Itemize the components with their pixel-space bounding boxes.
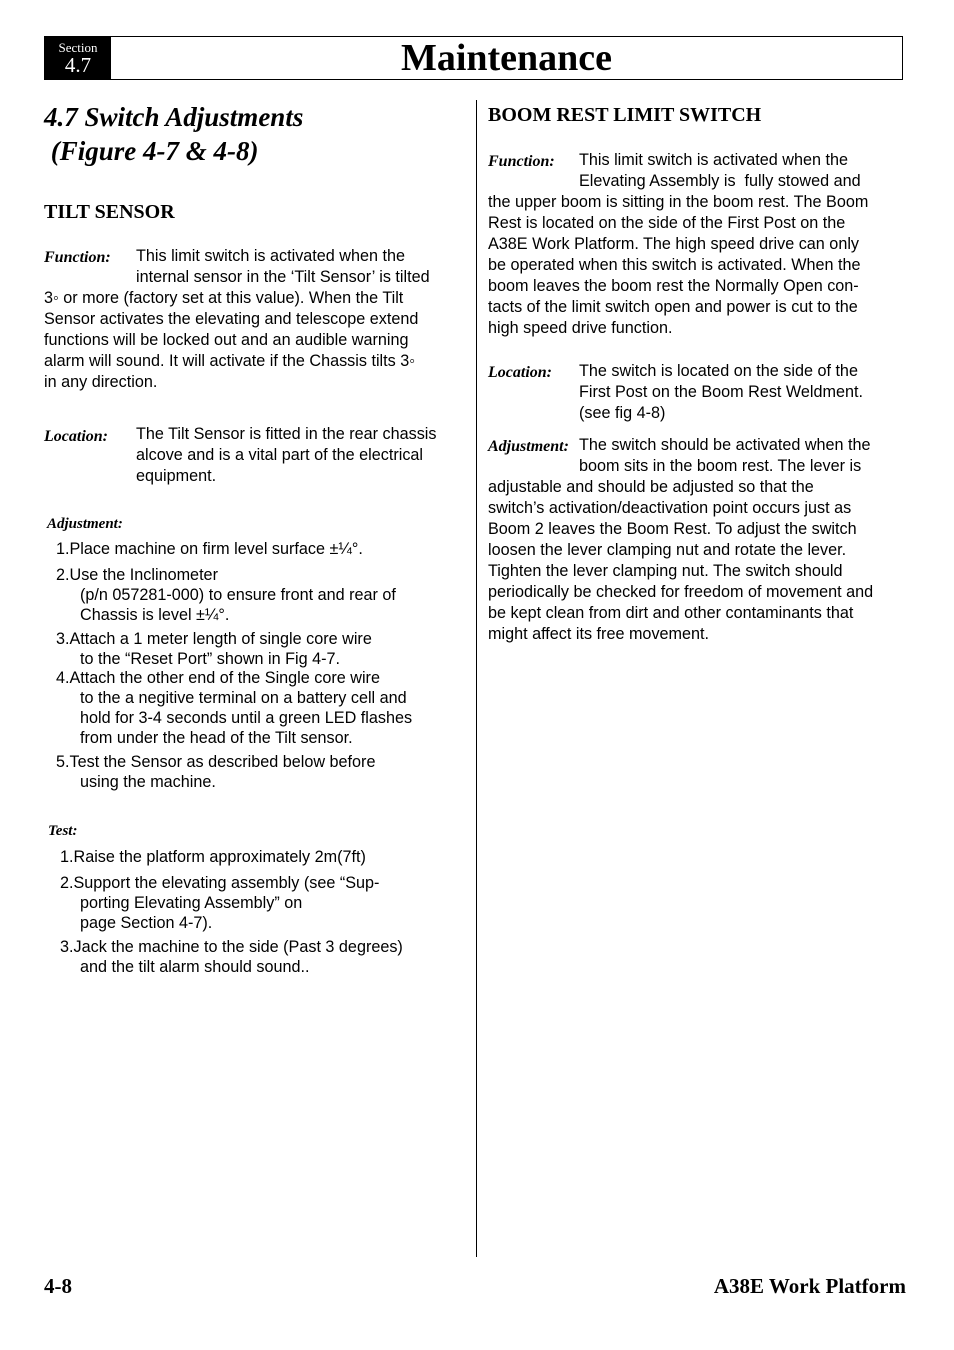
list-item-text: 1.Raise the platform approximately 2m(7ft) bbox=[60, 848, 366, 866]
section-title-line1: 4.7 Switch Adjustments bbox=[44, 102, 304, 132]
list-item-continuation: porting Elevating Assembly” on bbox=[80, 894, 303, 912]
section-title bbox=[44, 100, 464, 168]
boom-adjustment-label: Adjustment: bbox=[488, 438, 569, 455]
list-item-continuation: to the a negitive terminal on a battery cell and bbox=[80, 689, 407, 707]
list-item bbox=[56, 752, 375, 792]
list-item-text: 3.Jack the machine to the side (Past 3 degrees) bbox=[60, 938, 403, 956]
text-line: adjustable and should be adjusted so that the bbox=[488, 478, 814, 496]
tilt-location-text bbox=[44, 424, 470, 487]
tilt-location-label: Location: bbox=[44, 428, 108, 445]
tilt-sensor-heading: TILT SENSOR bbox=[44, 201, 175, 223]
tilt-function-label: Function: bbox=[44, 249, 111, 266]
section-badge bbox=[45, 37, 111, 79]
text-line: switch’s activation/deactivation point occurs just as bbox=[488, 499, 852, 517]
list-item bbox=[60, 847, 366, 867]
list-item-continuation: (p/n 057281-000) to ensure front and rear of bbox=[80, 586, 396, 604]
text-line: in any direction. bbox=[44, 373, 158, 391]
text-line: tacts of the limit switch open and power is cut to the bbox=[488, 298, 858, 316]
text-line: alcove and is a vital part of the electrical bbox=[136, 446, 424, 464]
text-line: equipment. bbox=[136, 467, 217, 485]
page-header bbox=[44, 36, 903, 80]
text-line: be kept clean from dirt and other contaminants that bbox=[488, 604, 854, 622]
column-divider bbox=[476, 100, 477, 1257]
tilt-function-text bbox=[44, 246, 470, 393]
text-line: Sensor activates the elevating and telescope extend bbox=[44, 310, 419, 328]
boom-location-text bbox=[488, 361, 908, 424]
text-line: A38E Work Platform. The high speed drive can only bbox=[488, 235, 860, 253]
boom-location-label: Location: bbox=[488, 364, 552, 381]
list-item-continuation: and the tilt alarm should sound.. bbox=[80, 958, 310, 976]
list-item-text: 3.Attach a 1 meter length of single core wire bbox=[56, 630, 372, 648]
boom-adjustment-text bbox=[488, 435, 908, 645]
list-item bbox=[60, 937, 403, 977]
text-line: 3◦ or more (factory set at this value). When the Tilt bbox=[44, 289, 404, 307]
list-item bbox=[56, 668, 412, 748]
text-line: This limit switch is activated when the bbox=[136, 247, 405, 265]
list-item bbox=[56, 629, 372, 669]
text-line: Tighten the lever clamping nut. The switch should bbox=[488, 562, 843, 580]
section-title-line2: (Figure 4-7 & 4-8) bbox=[44, 136, 259, 166]
list-item-continuation: Chassis is level ±¼°. bbox=[80, 606, 230, 624]
tilt-adjustment-label: Adjustment: bbox=[47, 516, 123, 532]
text-line: Rest is located on the side of the First Post on the bbox=[488, 214, 846, 232]
text-line: Boom 2 leaves the Boom Rest. To adjust the switch bbox=[488, 520, 857, 538]
text-line: periodically be checked for freedom of movement and bbox=[488, 583, 874, 601]
section-number: 4.7 bbox=[64, 53, 92, 77]
text-line: First Post on the Boom Rest Weldment. bbox=[579, 383, 863, 401]
text-line: internal sensor in the ‘Tilt Sensor’ is tilted bbox=[136, 268, 430, 286]
list-item-text: 4.Attach the other end of the Single core wire bbox=[56, 669, 380, 687]
text-line: boom leaves the boom rest the Normally Open con- bbox=[488, 277, 859, 295]
list-item-continuation: hold for 3-4 seconds until a green LED flashes bbox=[80, 709, 413, 727]
text-line: functions will be locked out and an audible warning bbox=[44, 331, 409, 349]
text-line: alarm will sound. It will activate if the Chassis tilts 3◦ bbox=[44, 352, 415, 370]
text-line: boom sits in the boom rest. The lever is bbox=[579, 457, 862, 475]
text-line: The switch is located on the side of the bbox=[579, 362, 858, 380]
text-line: be operated when this switch is activated. When the bbox=[488, 256, 861, 274]
list-item-text: 1.Place machine on firm level surface ±¼°. bbox=[56, 540, 363, 558]
section-label: Section bbox=[58, 40, 98, 55]
list-item bbox=[56, 539, 363, 559]
list-item-continuation: to the “Reset Port” shown in Fig 4-7. bbox=[80, 650, 341, 668]
text-line: the upper boom is sitting in the boom rest. The Boom bbox=[488, 193, 869, 211]
page-number: 4-8 bbox=[44, 1274, 72, 1298]
list-item-text: 2.Support the elevating assembly (see “Sup- bbox=[60, 874, 380, 892]
boom-function-text bbox=[488, 150, 908, 339]
list-item-continuation: using the machine. bbox=[80, 773, 216, 791]
boom-function-label: Function: bbox=[488, 153, 555, 170]
tilt-test-label: Test: bbox=[48, 823, 78, 839]
text-line: loosen the lever clamping nut and rotate the lever. bbox=[488, 541, 847, 559]
list-item bbox=[60, 873, 379, 933]
product-name: A38E Work Platform bbox=[713, 1274, 906, 1298]
text-line: The switch should be activated when the bbox=[579, 436, 871, 454]
text-line: (see fig 4-8) bbox=[579, 404, 666, 422]
text-line: This limit switch is activated when the bbox=[579, 151, 848, 169]
text-line: high speed drive function. bbox=[488, 319, 673, 337]
list-item-continuation: from under the head of the Tilt sensor. bbox=[80, 729, 353, 747]
text-line: Elevating Assembly is fully stowed and bbox=[579, 172, 861, 190]
list-item-text: 5.Test the Sensor as described below before bbox=[56, 753, 376, 771]
list-item bbox=[56, 565, 396, 625]
list-item-text: 2.Use the Inclinometer bbox=[56, 566, 218, 584]
list-item-continuation: page Section 4-7). bbox=[80, 914, 213, 932]
boom-rest-heading: BOOM REST LIMIT SWITCH bbox=[488, 104, 762, 126]
text-line: might affect its free movement. bbox=[488, 625, 710, 643]
page-title: Maintenance bbox=[400, 37, 613, 79]
text-line: The Tilt Sensor is fitted in the rear chassis bbox=[136, 425, 437, 443]
